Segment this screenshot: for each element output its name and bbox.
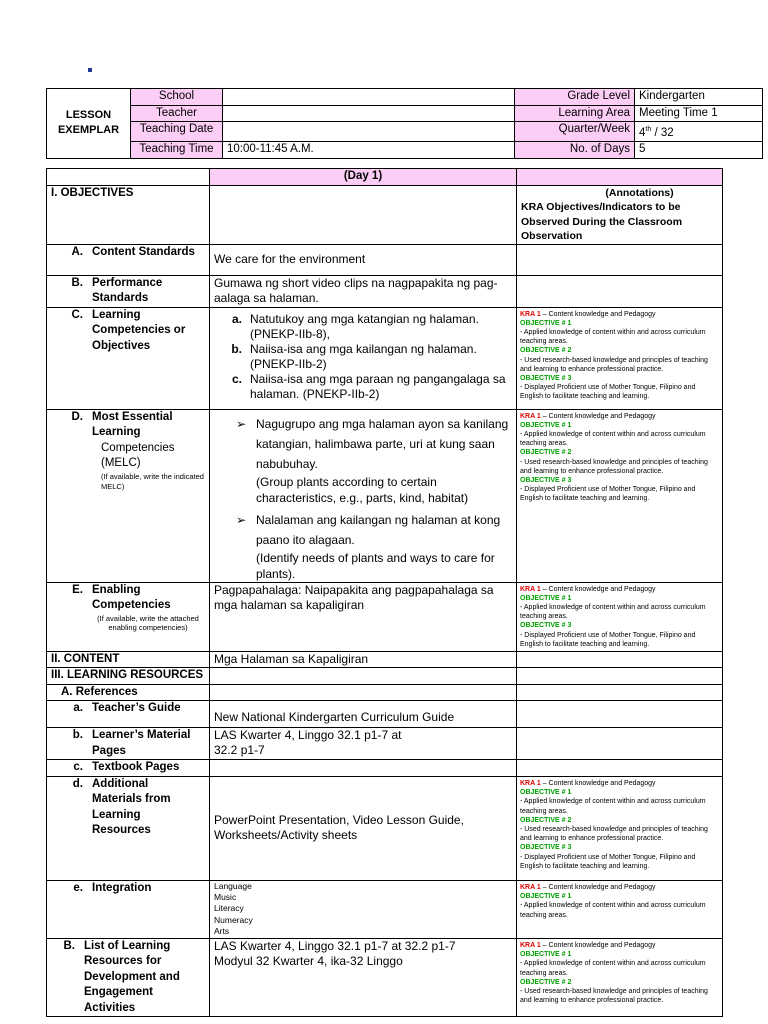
additional-materials-value: PowerPoint Presentation, Video Lesson Guide, Worksheets/Activity sheets: [210, 776, 517, 880]
grade-level-label: Grade Level: [515, 89, 635, 106]
learning-competencies-label: C. Learning Competencies or Objectives: [47, 307, 210, 409]
blank-cell: [517, 728, 723, 760]
list-item: b. Naiisa-isa ang mga kailangan ng halaman. (PNEKP-IIb-2): [231, 341, 477, 371]
lesson-exemplar-title: LESSON EXEMPLAR: [47, 89, 131, 159]
lesson-plan-table: [46, 168, 723, 1017]
teaching-date-value: [223, 122, 515, 142]
blank-cell: [210, 760, 517, 777]
blank-cell: [517, 244, 723, 275]
melc-label: D. Most Essential Learning Competencies (MELC) (If available, write the indicated MELC): [47, 409, 210, 582]
textbook-pages-label: c. Textbook Pages: [47, 760, 210, 777]
list-resources-label: B. List of Learning Resources for Development and Engagement Activities: [47, 938, 210, 1017]
learning-resources-label: III. LEARNING RESOURCES: [47, 668, 210, 685]
blank-cell: [210, 185, 517, 244]
blank-cell: [47, 169, 210, 186]
annotation-kra-123: KRA 1 – Content knowledge and Pedagogy OBJECTIVE # 1 - Applied knowledge of content within and across curriculum teaching areas. OBJECTIVE # 2 - Used research-based knowledge and principles of teaching and learning to enhance professional practice. OBJECTIVE # 3 - Displayed Proficient use of Mother Tongue, Filipino and English to facilitate teaching and learning.: [517, 307, 723, 409]
list-resources-value: LAS Kwarter 4, Linggo 32.1 p1-7 at 32.2 p1-7 Modyul 32 Kwarter 4, ika-32 Linggo: [210, 938, 517, 1017]
no-days-value: 5: [635, 142, 763, 159]
list-item: Music: [214, 892, 237, 903]
annotation-kra-13: KRA 1 – Content knowledge and Pedagogy OBJECTIVE # 1 - Applied knowledge of content within and across curriculum teaching areas. OBJECTIVE # 3 - Displayed Proficient use of Mother Tongue, Filipino and English to facilitate teaching and learning.: [517, 582, 723, 651]
teacher-value: [223, 105, 515, 122]
list-item: ➢ Nalalaman ang kailangan ng halaman at kong paano ito alagaan. (Identify needs of plants and ways to care for plants).: [214, 510, 512, 582]
blank-cell: [517, 684, 723, 701]
teaching-time-label: Teaching Time: [131, 142, 223, 159]
list-item: Arts: [214, 925, 230, 936]
annotation-kra-1: KRA 1 – Content knowledge and Pedagogy OBJECTIVE # 1 - Applied knowledge of content within and across curriculum teaching areas.: [517, 880, 723, 938]
no-days-label: No. of Days: [515, 142, 635, 159]
teachers-guide-label: a. Teacher’s Guide: [47, 701, 210, 728]
grade-level-value: Kindergarten: [635, 89, 763, 106]
quarter-week-label: Quarter/Week: [515, 122, 635, 142]
school-value: [223, 89, 515, 106]
objectives-label: I. OBJECTIVES: [47, 185, 210, 244]
blank-cell: [517, 668, 723, 685]
learning-area-value: Meeting Time 1: [635, 105, 763, 122]
list-item: Numeracy: [214, 914, 253, 925]
references-label: A. References: [47, 684, 210, 701]
decorative-dot: [88, 68, 92, 72]
arrow-bullet-icon: ➢: [236, 512, 247, 527]
content-standards-value: We care for the environment: [210, 244, 517, 275]
school-label: School: [131, 89, 223, 106]
integration-label: e. Integration: [47, 880, 210, 938]
melc-value: [210, 409, 517, 582]
quarter-week-value: 4th / 32: [635, 122, 763, 142]
blank-cell: [517, 275, 723, 307]
teaching-time-value: 10:00-11:45 A.M.: [223, 142, 515, 159]
blank-cell: [517, 169, 723, 186]
enabling-competencies-label: E. Enabling Competencies (If available, write the attached enabling competencies): [47, 582, 210, 651]
enabling-competencies-value: Pagpapahalaga: Naipapakita ang pagpapahalaga sa mga halaman sa kapaligiran: [210, 582, 517, 651]
blank-cell: [517, 651, 723, 668]
list-item: a. Natutukoy ang mga katangian ng halaman. (PNEKP-IIb-8),: [231, 311, 479, 341]
content-value: Mga Halaman sa Kapaligiran: [210, 651, 517, 668]
teacher-label: Teacher: [131, 105, 223, 122]
annotation-kra-123: KRA 1 – Content knowledge and Pedagogy OBJECTIVE # 1 - Applied knowledge of content within and across curriculum teaching areas. OBJECTIVE # 2 - Used research-based knowledge and principles of teaching and learning to enhance professional practice. OBJECTIVE # 3 - Displayed Proficient use of Mother Tongue, Filipino and English to facilitate teaching and learning.: [517, 409, 723, 582]
performance-standards-value: Gumawa ng short video clips na nagpapakita ng pag-aalaga sa halaman.: [210, 275, 517, 307]
blank-cell: [517, 760, 723, 777]
annotation-kra-123: KRA 1 – Content knowledge and Pedagogy OBJECTIVE # 1 - Applied knowledge of content within and across curriculum teaching areas. OBJECTIVE # 2 - Used research-based knowledge and principles of teaching and learning to enhance professional practice. OBJECTIVE # 3 - Displayed Proficient use of Mother Tongue, Filipino and English to facilitate teaching and learning.: [517, 776, 723, 880]
learners-material-value: LAS Kwarter 4, Linggo 32.1 p1-7 at 32.2 p1-7: [210, 728, 517, 760]
integration-value: [210, 880, 517, 938]
learning-area-label: Learning Area: [515, 105, 635, 122]
list-item: ➢ Nagugrupo ang mga halaman ayon sa kanilang katangian, halimbawa parte, uri at kung saan nabubuhay. (Group plants according to certain characteristics, e.g., parts, kind, habitat): [214, 414, 512, 506]
annotations-header: (Annotations) KRA Objectives/Indicators to be Observed During the Classroom Observation: [517, 185, 723, 244]
content-label: II. CONTENT: [47, 651, 210, 668]
content-standards-label: A. Content Standards: [47, 244, 210, 275]
list-item: Language: [214, 880, 252, 891]
day-label: (Day 1): [210, 169, 517, 186]
learning-competencies-value: [210, 307, 517, 409]
teaching-date-label: Teaching Date: [131, 122, 223, 142]
additional-materials-label: d. Additional Materials from Learning Resources: [47, 776, 210, 880]
blank-cell: [210, 684, 517, 701]
blank-cell: [517, 701, 723, 728]
performance-standards-label: B. Performance Standards: [47, 275, 210, 307]
list-item: c. Naiisa-isa ang mga paraan ng pangangalaga sa halaman. (PNEKP-IIb-2): [231, 371, 506, 401]
list-item: Literacy: [214, 903, 244, 914]
teachers-guide-value: New National Kindergarten Curriculum Guide: [210, 701, 517, 728]
header-table: [46, 88, 763, 159]
arrow-bullet-icon: ➢: [236, 416, 247, 431]
blank-cell: [210, 668, 517, 685]
learners-material-label: b. Learner’s Material Pages: [47, 728, 210, 760]
annotation-kra-12: KRA 1 – Content knowledge and Pedagogy OBJECTIVE # 1 - Applied knowledge of content within and across curriculum teaching areas. OBJECTIVE # 2 - Used research-based knowledge and principles of teaching and learning to enhance professional practice.: [517, 938, 723, 1017]
